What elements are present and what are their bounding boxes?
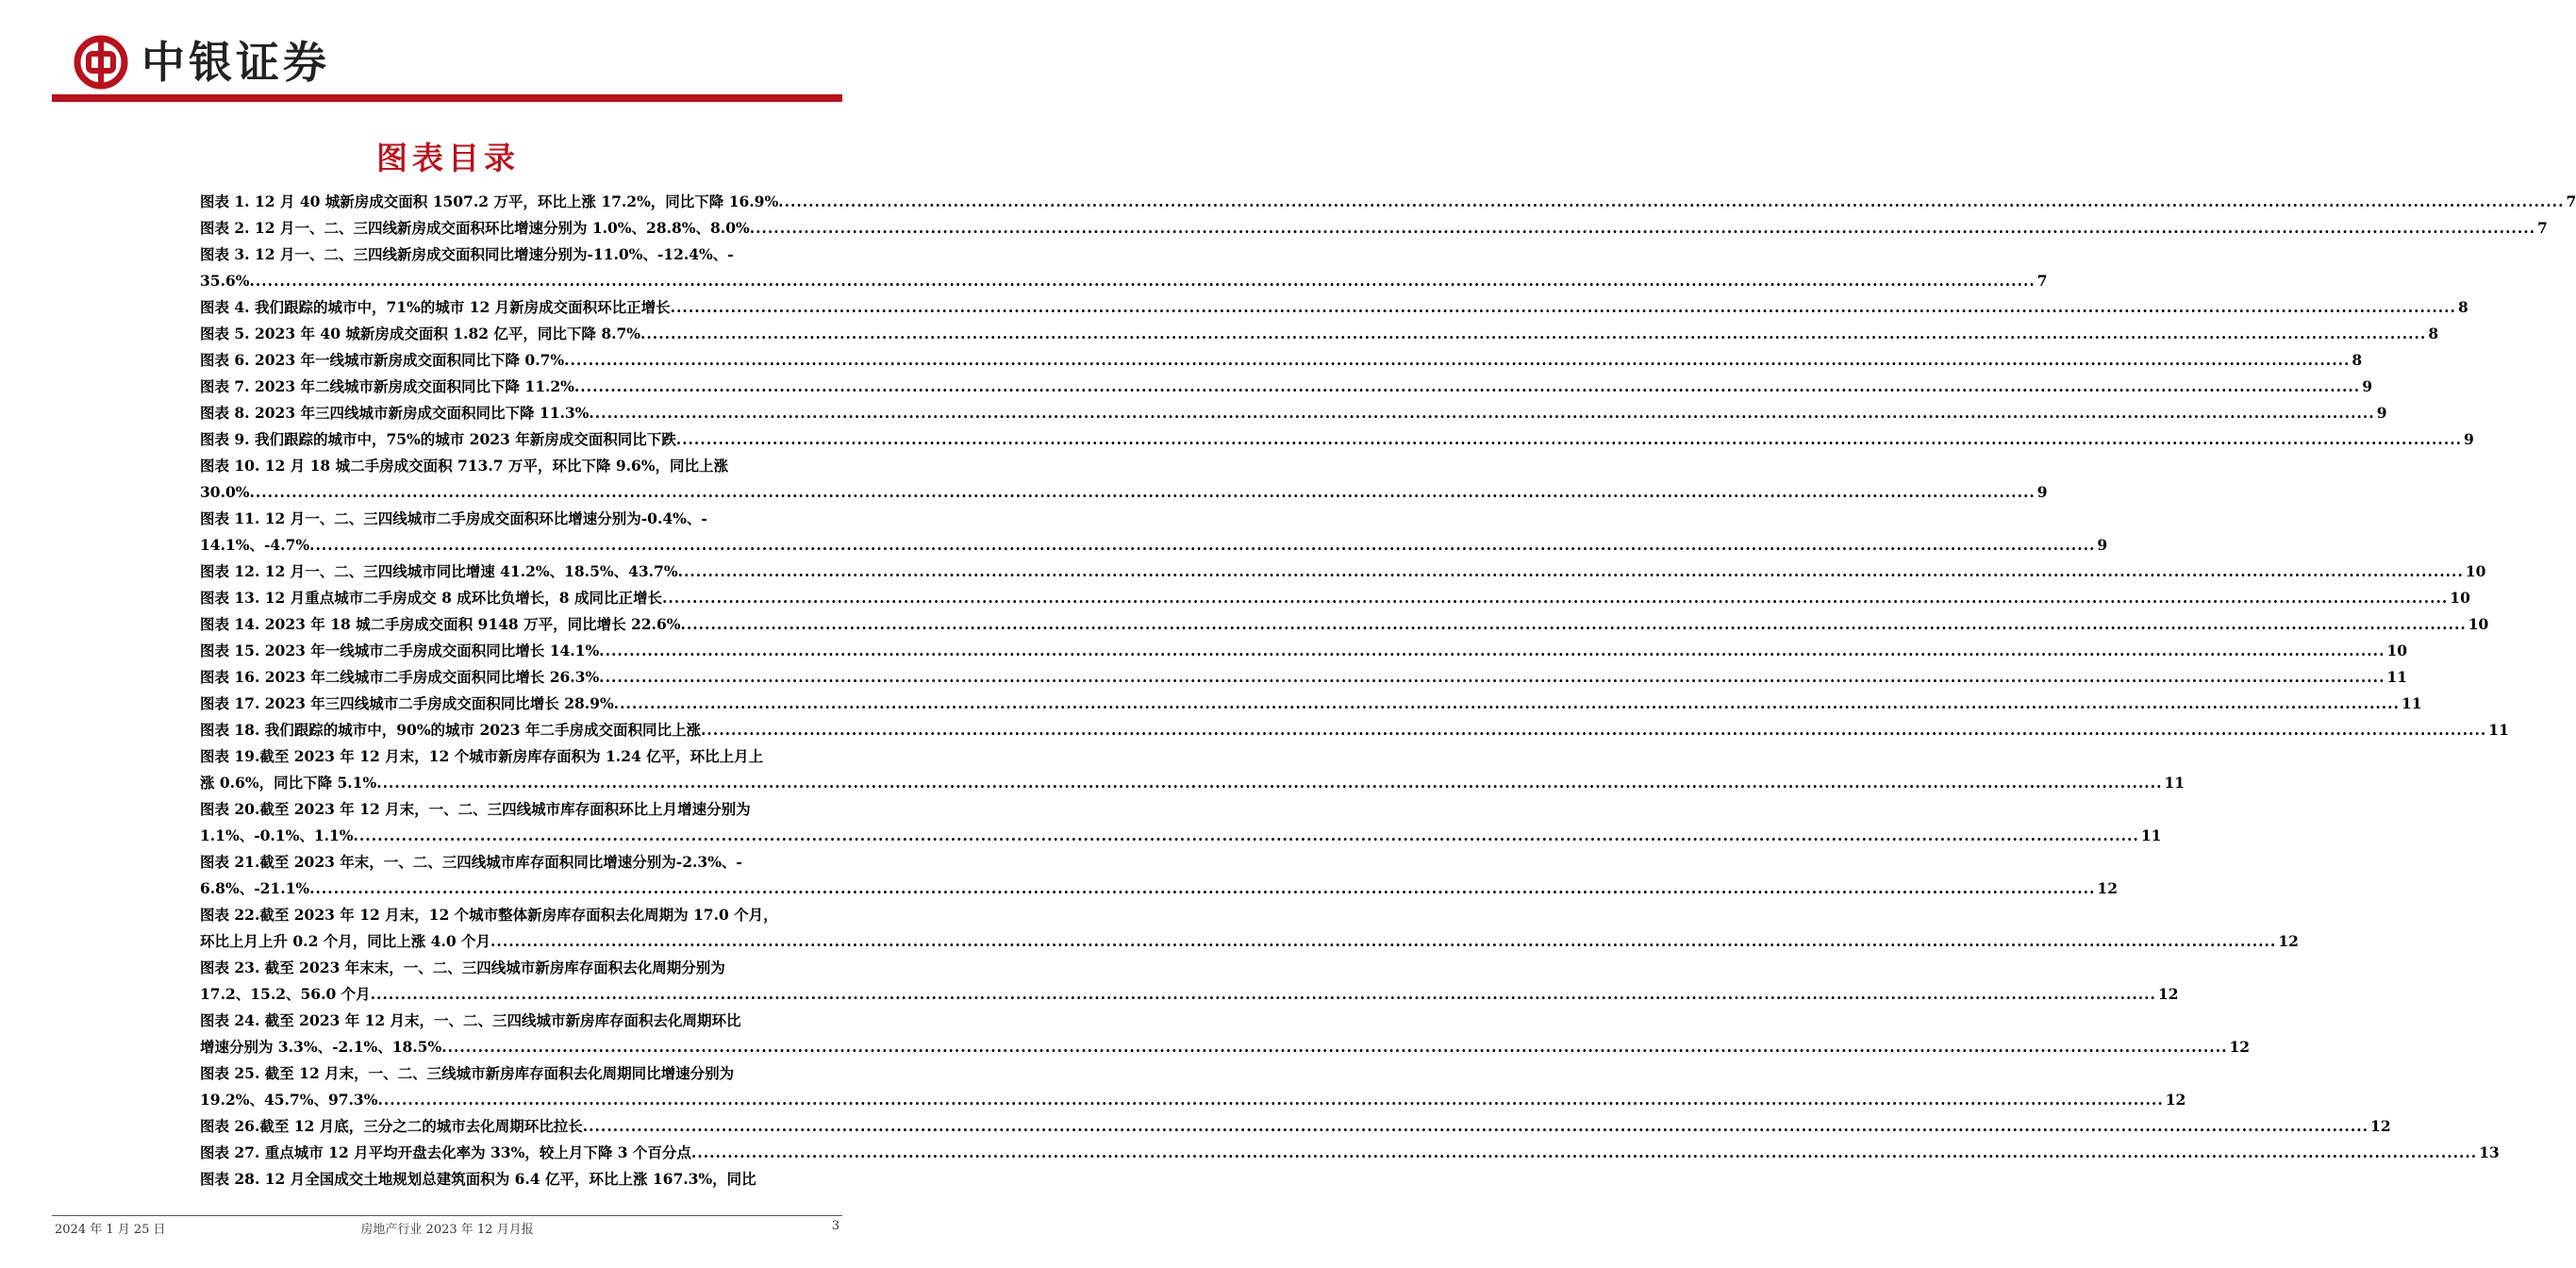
toc-entry[interactable] <box>200 215 2548 242</box>
toc-entry-text-line1: 图表 24. 截至 2023 年 12 月末，一、二、三四线城市新房库存面积去化周期环比 <box>200 1011 741 1029</box>
toc-entry[interactable] <box>200 347 2363 374</box>
toc-entry[interactable] <box>200 1060 2186 1113</box>
toc-leader-dots <box>750 215 2535 242</box>
toc-entry-page: 10 <box>2468 615 2489 633</box>
toc-leader-dots <box>574 374 2360 400</box>
toc-entry-text-line1: 图表 22.截至 2023 年 12 月末，12 个城市整体新房库存面积去化周期为 17.0 个月， <box>200 906 778 924</box>
toc-entry-text-line1: 图表 21.截至 2023 年末，一、二、三四线城市库存面积同比增速分别为-2.3%、- <box>200 853 742 871</box>
bank-of-china-logo-icon <box>74 35 128 90</box>
toc-entry[interactable] <box>200 453 2048 506</box>
toc-entry[interactable] <box>200 691 2422 717</box>
toc-entry-page: 10 <box>2386 642 2408 659</box>
toc-entry-text: 图表 4. 我们跟踪的城市中，71%的城市 12 月新房成交面积环比正增长 <box>200 298 671 316</box>
toc-entry-page: 12 <box>2229 1038 2251 1056</box>
toc-entry-text: 图表 13. 12 月重点城市二手房成交 8 成环比负增长，8 成同比正增长 <box>200 589 662 607</box>
toc-entry[interactable] <box>200 585 2470 611</box>
toc-entry-page: 8 <box>2428 325 2439 342</box>
toc-entry-text: 图表 28. 12 月全国成交土地规划总建筑面积为 6.4 亿平，环比上涨 167.3%，同比 <box>200 1170 756 1188</box>
toc-entry-page: 10 <box>2465 562 2486 580</box>
toc-entry-text: 图表 1. 12 月 40 城新房成交面积 1507.2 万平，环比上涨 17.2%，同比下降 16.9% <box>200 192 779 210</box>
toc-entry[interactable] <box>200 955 2179 1008</box>
toc-leader-dots <box>490 928 2276 955</box>
toc-entry-text: 14.1%、-4.7% <box>200 536 310 554</box>
footer-divider <box>52 1215 842 1216</box>
toc-entry-page: 10 <box>2450 589 2470 607</box>
toc-leader-dots <box>441 1034 2227 1060</box>
toc-entry-page: 12 <box>2165 1091 2186 1109</box>
toc-entry-text: 图表 7. 2023 年二线城市新房成交面积同比下降 11.2% <box>200 377 574 395</box>
toc-leader-dots <box>691 1140 2477 1166</box>
toc-leader-dots <box>599 664 2385 691</box>
toc-entry-page: 12 <box>2097 879 2118 897</box>
toc-entry[interactable] <box>200 294 2468 321</box>
toc-entry-page: 7 <box>2036 272 2048 290</box>
toc-leader-dots <box>662 585 2448 611</box>
toc-entry-page: 12 <box>2278 932 2299 950</box>
toc-entry-page: 11 <box>2386 668 2408 686</box>
toc-entry-text: 图表 6. 2023 年一线城市新房成交面积同比下降 0.7% <box>200 351 565 369</box>
toc-entry-page: 9 <box>2376 404 2387 422</box>
toc-leader-dots <box>249 268 2035 294</box>
toc-entry-text: 增速分别为 3.3%、-2.1%、18.5% <box>200 1038 442 1056</box>
toc-leader-dots <box>583 1113 2368 1140</box>
toc-entry-text-line1: 图表 10. 12 月 18 城二手房成交面积 713.7 万平，环比下降 9.6%，同比上涨 <box>200 457 729 475</box>
toc-entry-page: 9 <box>2036 483 2048 501</box>
toc-entry-page: 11 <box>2164 774 2185 792</box>
toc-leader-dots <box>249 479 2035 506</box>
toc-entry[interactable] <box>200 189 2576 215</box>
toc-leader-dots <box>309 876 2095 902</box>
toc-entry[interactable] <box>200 426 2474 453</box>
toc-entry[interactable] <box>200 638 2408 664</box>
toc-leader-dots <box>376 770 2162 796</box>
toc-entry-text: 图表 17. 2023 年三四线城市二手房成交面积同比增长 28.9% <box>200 694 614 712</box>
toc-entry-text: 环比上月上升 0.2 个月，同比上涨 4.0 个月 <box>200 932 491 950</box>
toc-entry-text: 1.1%、-0.1%、1.1% <box>200 826 354 844</box>
toc-leader-dots <box>701 717 2486 743</box>
toc-entry[interactable] <box>200 506 2108 559</box>
toc-entry-page: 8 <box>2457 298 2468 316</box>
toc-leader-dots <box>371 981 2156 1008</box>
toc-leader-dots <box>564 347 2350 374</box>
toc-leader-dots <box>676 426 2462 453</box>
toc-entry-text: 6.8%、-21.1% <box>200 879 310 897</box>
toc-entry-text-line1: 图表 3. 12 月一、二、三四线新房成交面积同比增速分别为-11.0%、-12.4%、- <box>200 245 734 263</box>
toc-leader-dots <box>778 189 2564 215</box>
toc-entry[interactable] <box>200 1140 2500 1166</box>
toc-entry-text: 图表 12. 12 月一、二、三四线城市同比增速 41.2%、18.5%、43.7% <box>200 562 678 580</box>
toc-entry-page: 7 <box>2537 219 2548 237</box>
toc-entry[interactable] <box>200 1113 2391 1140</box>
toc-entry[interactable] <box>200 849 2118 902</box>
brand-name: 中银证券 <box>141 37 330 88</box>
toc-entry[interactable] <box>200 1166 845 1193</box>
toc-entry-page: 9 <box>2362 377 2372 395</box>
toc-list <box>200 189 2576 1193</box>
footer-report-title: 房地产行业 2023 年 12 月月报 <box>360 1223 534 1237</box>
toc-entry-text: 图表 18. 我们跟踪的城市中，90%的城市 2023 年二手房成交面积同比上涨 <box>200 721 701 739</box>
toc-entry-page: 12 <box>2370 1117 2391 1135</box>
toc-entry-page: 8 <box>2352 351 2363 369</box>
toc-entry-text: 涨 0.6%，同比下降 5.1% <box>200 774 377 792</box>
toc-entry-text: 19.2%、45.7%、97.3% <box>200 1091 378 1109</box>
toc-entry[interactable] <box>200 796 2162 849</box>
toc-entry-text: 图表 2. 12 月一、二、三四线新房成交面积环比增速分别为 1.0%、28.8%、8.0% <box>200 219 750 237</box>
toc-entry-page: 11 <box>2140 826 2162 844</box>
header-divider <box>52 94 842 102</box>
toc-entry[interactable] <box>200 1008 2251 1060</box>
toc-entry-text: 30.0% <box>200 483 250 501</box>
toc-entry[interactable] <box>200 664 2408 691</box>
toc-entry[interactable] <box>200 321 2439 347</box>
footer-date: 2024 年 1 月 25 日 <box>55 1223 166 1237</box>
toc-leader-dots <box>678 559 2464 585</box>
page-header <box>0 0 896 104</box>
toc-entry-text-line1: 图表 23. 截至 2023 年末末，一、二、三四线城市新房库存面积去化周期分别为 <box>200 959 725 976</box>
toc-entry-text: 图表 8. 2023 年三四线城市新房成交面积同比下降 11.3% <box>200 404 590 422</box>
toc-entry-page: 12 <box>2157 985 2179 1003</box>
toc-entry-text: 图表 26.截至 12 月底，三分之二的城市去化周期环比拉长 <box>200 1117 583 1135</box>
toc-entry-page: 7 <box>2566 192 2576 210</box>
toc-leader-dots <box>309 532 2095 559</box>
toc-entry[interactable] <box>200 400 2387 426</box>
toc-entry-text-line1: 图表 25. 截至 12 月末，一、二、三线城市新房库存面积去化周期同比增速分别为 <box>200 1064 735 1082</box>
toc-entry-text-line1: 图表 11. 12 月一、二、三四线城市二手房成交面积环比增速分别为-0.4%、- <box>200 509 707 527</box>
toc-entry-text-line1: 图表 19.截至 2023 年 12 月末，12 个城市新房库存面积为 1.24 亿平，环比上月上 <box>200 747 764 765</box>
toc-entry-page: 13 <box>2479 1143 2500 1161</box>
toc-leader-dots <box>671 294 2456 321</box>
toc-entry[interactable] <box>200 902 2299 955</box>
toc-entry-text: 图表 15. 2023 年一线城市二手房成交面积同比增长 14.1% <box>200 642 600 659</box>
toc-entry-text-line1: 图表 20.截至 2023 年 12 月末，一、二、三四线城市库存面积环比上月增速分别为 <box>200 800 751 818</box>
toc-entry-text: 图表 9. 我们跟踪的城市中，75%的城市 2023 年新房成交面积同比下跌 <box>200 430 676 448</box>
toc-leader-dots <box>377 1087 2163 1113</box>
toc-entry[interactable] <box>200 242 2048 294</box>
toc-leader-dots <box>680 611 2466 638</box>
toc-entry-text: 图表 16. 2023 年二线城市二手房成交面积同比增长 26.3% <box>200 668 600 686</box>
toc-entry[interactable] <box>200 559 2486 585</box>
toc-entry-text: 图表 5. 2023 年 40 城新房成交面积 1.82 亿平，同比下降 8.7% <box>200 325 641 342</box>
toc-leader-dots <box>599 638 2385 664</box>
toc-entry-text: 图表 27. 重点城市 12 月平均开盘去化率为 33%，较上月下降 3 个百分点 <box>200 1143 691 1161</box>
page-footer <box>55 1219 839 1238</box>
toc-entry-page: 11 <box>2488 721 2509 739</box>
toc-entry-page: 9 <box>2464 430 2474 448</box>
toc-leader-dots <box>640 321 2426 347</box>
toc-entry-text: 17.2、15.2、56.0 个月 <box>200 985 371 1003</box>
toc-entry-page: 11 <box>2401 694 2422 712</box>
toc-leader-dots <box>354 823 2139 849</box>
toc-entry[interactable] <box>200 374 2372 400</box>
toc-entry-text: 图表 14. 2023 年 18 城二手房成交面积 9148 万平，同比增长 22.6% <box>200 615 681 633</box>
toc-title: 图表目录 <box>376 140 520 176</box>
toc-entry[interactable] <box>200 717 2509 743</box>
toc-entry-text: 35.6% <box>200 272 250 290</box>
toc-leader-dots <box>614 691 2400 717</box>
toc-entry[interactable] <box>200 611 2489 638</box>
toc-entry[interactable] <box>200 743 2185 796</box>
toc-entry-page: 9 <box>2097 536 2108 554</box>
footer-page-number: 3 <box>831 1219 839 1233</box>
toc-leader-dots <box>589 400 2374 426</box>
